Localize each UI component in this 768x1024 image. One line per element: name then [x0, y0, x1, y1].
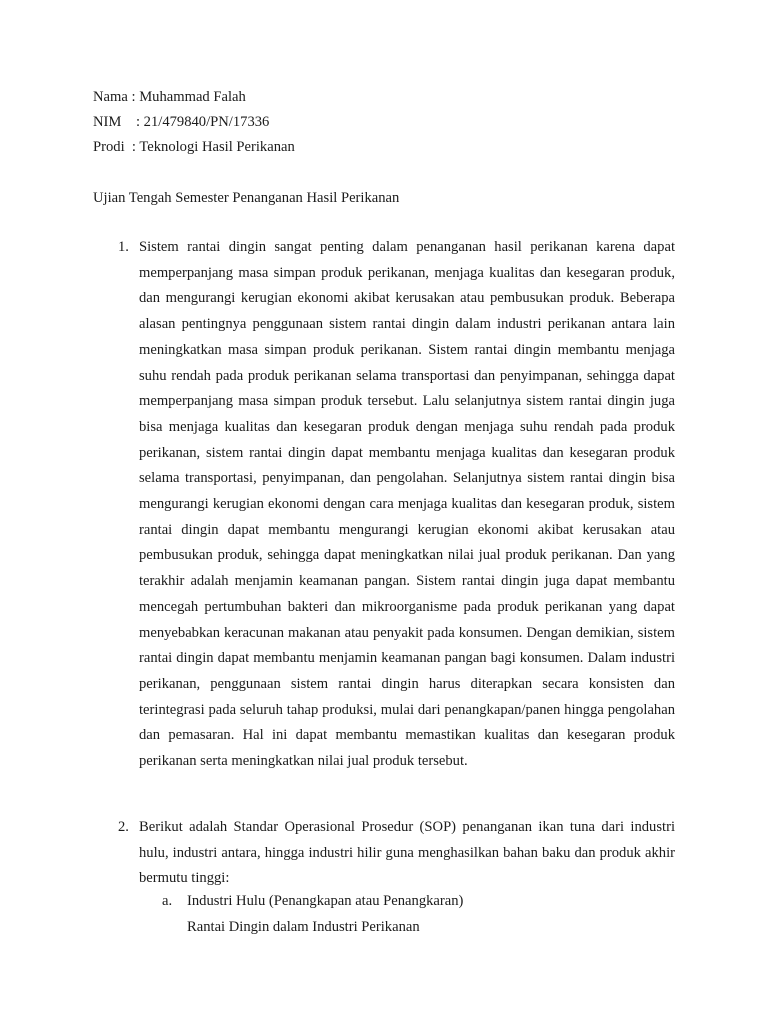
subitem-subheading: Rantai Dingin dalam Industri Perikanan [187, 919, 420, 935]
subitem-letter: a. [162, 893, 173, 909]
exam-title: Ujian Tengah Semester Penanganan Hasil Perikanan [93, 190, 400, 206]
student-nim-line: NIM : 21/479840/PN/17336 [93, 114, 270, 130]
answer-text-2: Berikut adalah Standar Operasional Prosedur (SOP) penanganan ikan tuna dari industri hulu, industri antara, hingga industri hilir guna menghasilkan bahan baku dan produk akhir bermutu tinggi: [139, 819, 675, 887]
study-program-line: Prodi : Teknologi Hasil Perikanan [93, 139, 295, 155]
subitem-text: Industri Hulu (Penangkapan atau Penangkaran) [187, 893, 464, 909]
student-name-line: Nama : Muhammad Falah [93, 89, 246, 105]
answer-number-1: 1. [118, 239, 129, 255]
answer-number-2: 2. [118, 819, 129, 835]
answer-text-1: Sistem rantai dingin sangat penting dalam penanganan hasil perikanan karena dapat memperpanjang masa simpan produk perikanan, menjaga kualitas dan kesegaran produk, dan mengurangi kerugian ekonomi akibat kerusakan atau pembusukan produk. Beberapa alasan pentingnya penggunaan sistem rantai dingin dalam industri perikanan antara lain meningkatkan masa simpan produk perikanan. Sistem rantai dingin membantu menjaga suhu rendah pada produk perikanan selama transportasi dan penyimpanan, sehingga dapat memperpanjang masa simpan produk tersebut. Lalu selanjutnya sistem rantai dingin juga bisa menjaga kualitas dan kesegaran produk dengan menjaga suhu rendah pada produk perikanan, sistem rantai dingin dapat membantu menjaga kualitas dan kesegaran produk selama transportasi, penyimpanan, dan pengolahan. Selanjutnya sistem rantai dingin bisa mengurangi kerugian ekonomi dengan cara menjaga kualitas dan kesegaran produk, sistem rantai dingin dapat membantu mengurangi kerugian ekonomi akibat kerusakan atau pembusukan produk, sehingga dapat meningkatkan nilai jual produk perikanan. Dan yang terakhir adalah menjamin keamanan pangan. Sistem rantai dingin juga dapat membantu mencegah pertumbuhan bakteri dan mikroorganisme pada produk perikanan yang dapat menyebabkan keracunan makanan atau penyakit pada konsumen. Dengan demikian, sistem rantai dingin dapat membantu menjamin keamanan pangan bagi konsumen. Dalam industri perikanan, penggunaan sistem rantai dingin harus diterapkan secara konsisten dan terintegrasi pada seluruh tahap produksi, mulai dari penangkapan/panen hingga pengolahan dan pemasaran. Hal ini dapat membantu memastikan kualitas dan kesegaran produk perikanan serta meningkatkan nilai jual produk tersebut. [139, 239, 675, 770]
